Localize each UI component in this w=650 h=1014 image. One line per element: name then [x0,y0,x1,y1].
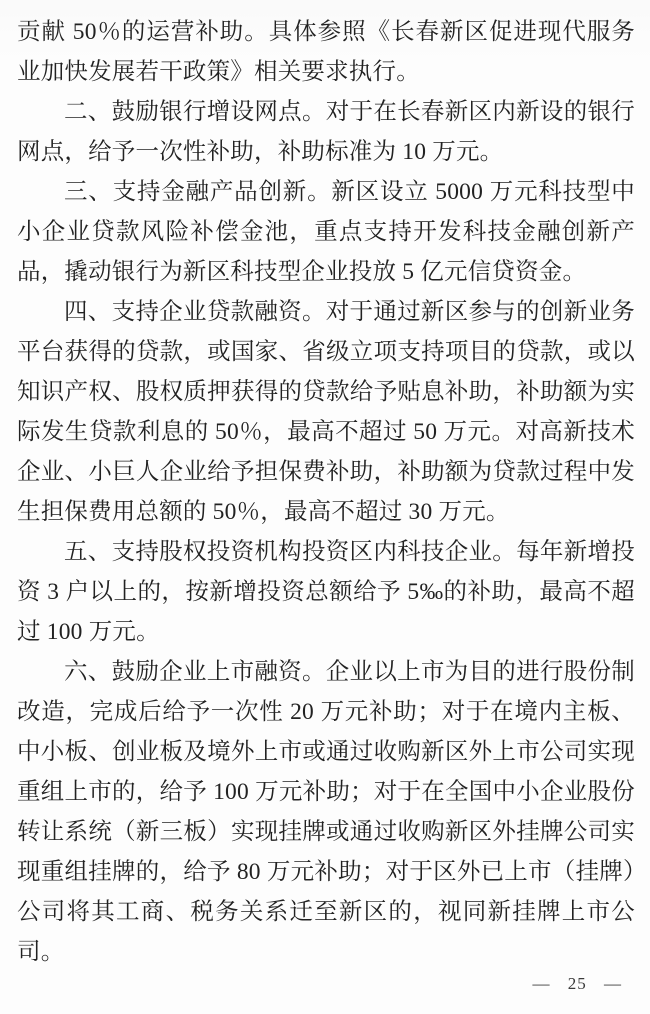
paragraph: 六、鼓励企业上市融资。企业以上市为目的进行股份制改造，完成后给予一次性 20 万元补助；对于在境内主板、中小板、创业板及境外上市或通过收购新区外上市公司实现重组上市的，给予 100 万元补助；对于在全国中小企业股份转让系统（新三板）实现挂牌或通过收购新区外挂牌公司实现重组挂牌的，给予 80 万元补助；对于区外已上市（挂牌）公司将其工商、税务关系迁至新区的，视同新挂牌上市公司。 [17,659,635,965]
paragraph: 三、支持金融产品创新。新区设立 5000 万元科技型中小企业贷款风险补偿金池，重点支持开发科技金融创新产品，撬动银行为新区科技型企业投放 5 亿元信贷资金。 [17,179,635,285]
page-number: — 25 — [532,974,622,993]
paragraph: 四、支持企业贷款融资。对于通过新区参与的创新业务平台获得的贷款，或国家、省级立项支持项目的贷款，或以知识产权、股权质押获得的贷款给予贴息补助，补助额为实际发生贷款利息的 50％，最高不超过 50 万元。对高新技术企业、小巨人企业给予担保费补助，补助额为贷款过程中发生担保费用总额的 50％，最高不超过 30 万元。 [17,299,635,525]
paragraph: 五、支持股权投资机构投资区内科技企业。每年新增投资 3 户以上的，按新增投资总额给予 5‰的补助，最高不超过 100 万元。 [17,539,635,645]
paragraph: 二、鼓励银行增设网点。对于在长春新区内新设的银行网点，给予一次性补助，补助标准为 10 万元。 [17,99,635,165]
paragraph: 贡献 50％的运营补助。具体参照《长春新区促进现代服务业加快发展若干政策》相关要求执行。 [17,19,635,85]
document-body [17,12,635,972]
